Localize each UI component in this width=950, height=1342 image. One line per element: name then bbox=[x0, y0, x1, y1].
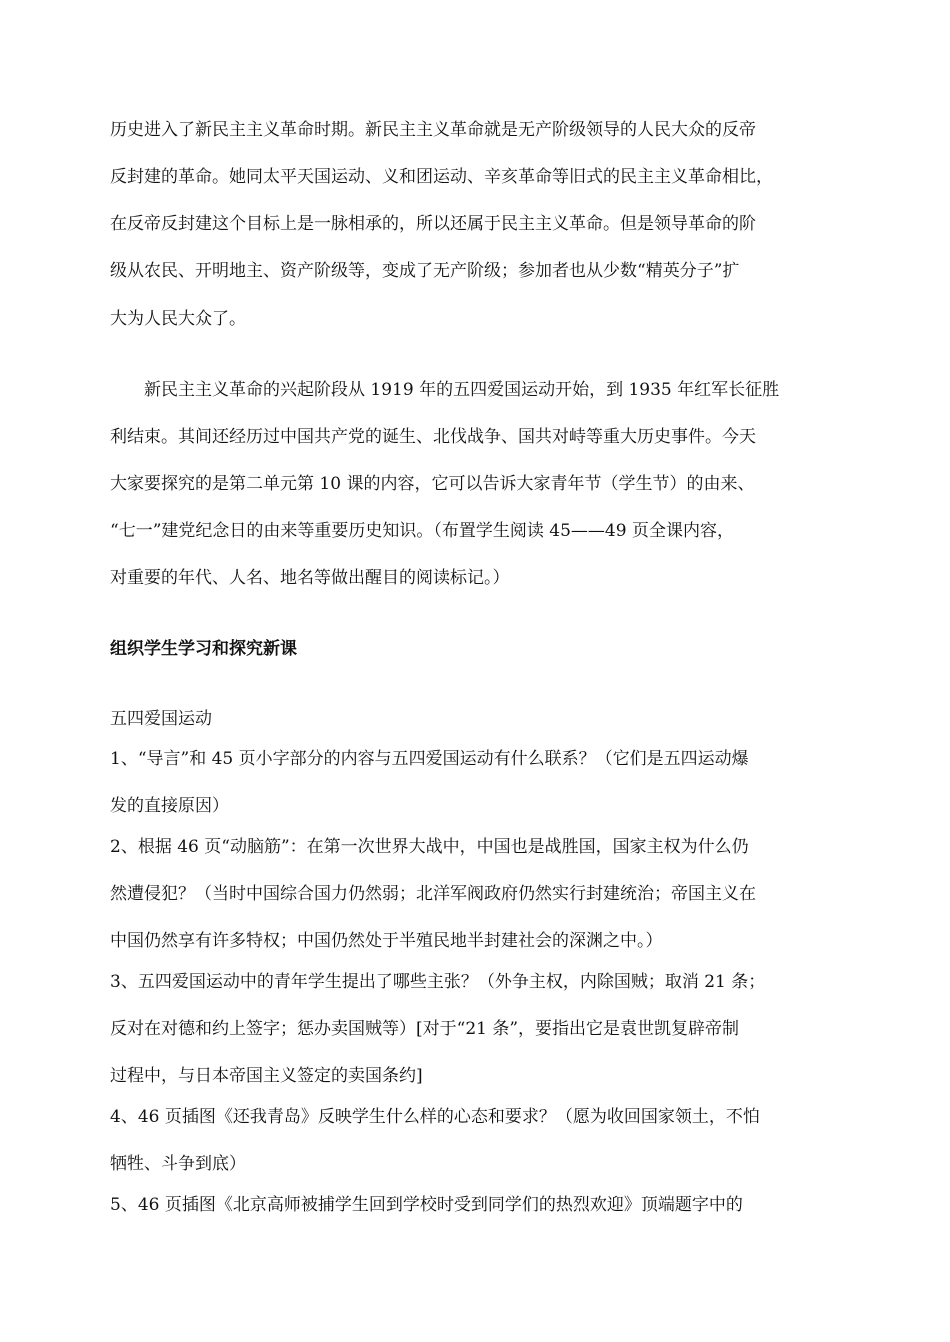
question-line: 5、46 页插图《北京高师被捕学生回到学校时受到同学们的热烈欢迎》顶端题字中的 bbox=[110, 1195, 743, 1215]
text-line: 大家要探究的是第二单元第 10 课的内容，它可以告诉大家青年节（学生节）的由来、 bbox=[110, 474, 755, 494]
question-line: 然遭侵犯？（当时中国综合国力仍然弱；北洋军阀政府仍然实行封建统治；帝国主义在 bbox=[110, 884, 756, 904]
question-line: 2、根据 46 页“动脑筋”：在第一次世界大战中，中国也是战胜国，国家主权为什么仍 bbox=[110, 837, 749, 857]
question-line: 3、五四爱国运动中的青年学生提出了哪些主张？（外争主权，内除国贼；取消 21 条； bbox=[110, 972, 766, 992]
text-line: 对重要的年代、人名、地名等做出醒目的阅读标记。） bbox=[110, 568, 510, 588]
text-line: 反封建的革命。她同太平天国运动、义和团运动、辛亥革命等旧式的民主主义革命相比， bbox=[110, 167, 773, 187]
text-line: 利结束。其间还经历过中国共产党的诞生、北伐战争、国共对峙等重大历史事件。今天 bbox=[110, 427, 756, 447]
text-line: 级从农民、开明地主、资产阶级等，变成了无产阶级；参加者也从少数“精英分子”扩 bbox=[110, 261, 740, 281]
text-line: 历史进入了新民主主义革命时期。新民主主义革命就是无产阶级领导的人民大众的反帝 bbox=[110, 120, 756, 140]
question-line: 中国仍然享有许多特权；中国仍然处于半殖民地半封建社会的深渊之中。） bbox=[110, 931, 663, 951]
text-line: 在反帝反封建这个目标上是一脉相承的，所以还属于民主主义革命。但是领导革命的阶 bbox=[110, 214, 756, 234]
section-heading: 组织学生学习和探究新课 bbox=[110, 639, 297, 659]
question-line: 过程中，与日本帝国主义签定的卖国条约] bbox=[110, 1066, 423, 1086]
question-line: 牺牲、斗争到底） bbox=[110, 1154, 246, 1174]
question-line: 反对在对德和约上签字；惩办卖国贼等）[对于“21 条”，要指出它是袁世凯复辟帝制 bbox=[110, 1019, 740, 1039]
text-line: 大为人民大众了。 bbox=[110, 309, 246, 329]
question-line: 发的直接原因） bbox=[110, 796, 229, 816]
text-line: 新民主主义革命的兴起阶段从 1919 年的五四爱国运动开始，到 1935 年红军长征胜 bbox=[110, 380, 780, 400]
text-line: “七一”建党纪念日的由来等重要历史知识。（布置学生阅读 45——49 页全课内容， bbox=[110, 521, 734, 541]
subsection-heading: 五四爱国运动 bbox=[110, 709, 212, 729]
question-line: 1、“导言”和 45 页小字部分的内容与五四爱国运动有什么联系？（它们是五四运动爆 bbox=[110, 749, 749, 769]
question-line: 4、46 页插图《还我青岛》反映学生什么样的心态和要求？（愿为收回国家领土，不怕 bbox=[110, 1107, 760, 1127]
